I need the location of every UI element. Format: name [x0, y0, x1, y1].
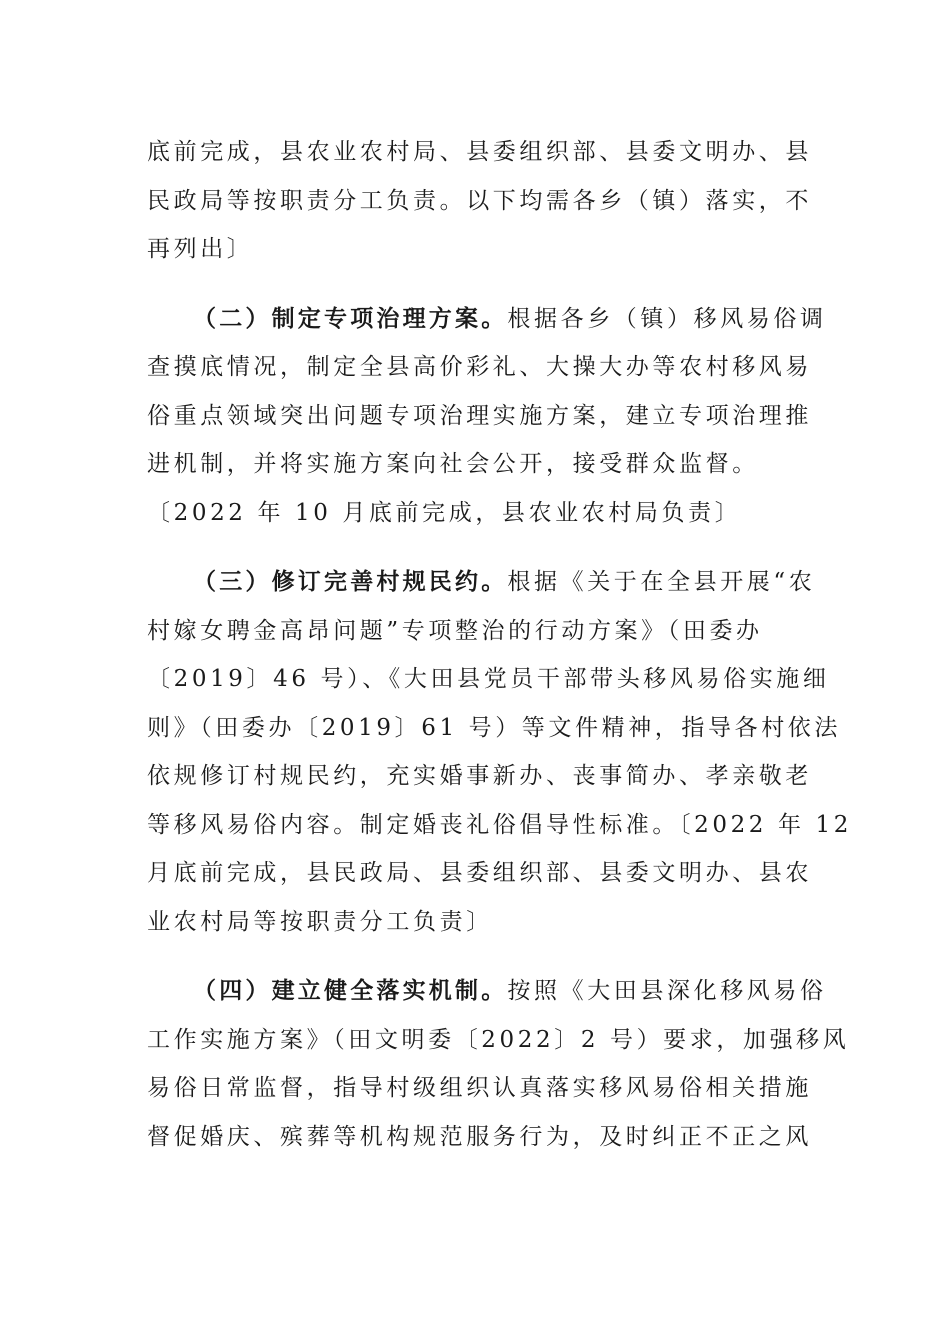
section-heading: （四）建立健全落实机制。: [193, 978, 508, 1004]
text-line: 依规修订村规民约，充实婚事新办、丧事简办、孝亲敬老: [147, 763, 812, 789]
text-line-first: [147, 967, 827, 1016]
text-line: 俗重点领域突出问题专项治理实施方案，建立专项治理推: [147, 402, 812, 429]
text-line: 民政局等按职责分工负责。以下均需各乡（镇）落实，不: [147, 187, 812, 214]
text-line-first: [147, 295, 827, 344]
text-line: 等移风易俗内容。制定婚丧礼俗倡导性标准。〔2022 年 12: [147, 811, 852, 838]
section-heading: （二）制定专项治理方案。: [193, 305, 508, 332]
paragraph-section-4: [147, 967, 850, 1161]
text-line: 工作实施方案》（田文明委〔2022〕2 号）要求，加强移风: [147, 1026, 850, 1053]
paragraph-continuation: [147, 128, 812, 274]
text-line: 督促婚庆、殡葬等机构规范服务行为，及时纠正不正之风: [147, 1123, 812, 1150]
text-line: 〔2019〕46 号）、《大田县党员干部带头移风易俗实施细: [147, 666, 830, 692]
text-line: 易俗日常监督，指导村级组织认真落实移风易俗相关措施: [147, 1075, 812, 1101]
text-line: 则》（田委办〔2019〕61 号）等文件精神，指导各村依法: [147, 714, 842, 741]
document-page: [147, 128, 852, 1161]
text-line-first: [147, 558, 816, 607]
paragraph-section-2: [147, 295, 827, 538]
text-line: 查摸底情况，制定全县高价彩礼、大操大办等农村移风易: [147, 354, 812, 380]
text-run: 按照《大田县深化移风易俗: [507, 978, 827, 1004]
paragraph-section-3: [147, 558, 852, 946]
text-line: 村嫁女聘金高昂问题”专项整治的行动方案》（田委办: [147, 617, 763, 644]
text-run: 根据各乡（镇）移风易俗调: [507, 305, 827, 332]
text-line: 月底前完成，县民政局、县委组织部、县委文明办、县农: [147, 860, 812, 886]
text-line: 〔2022 年 10 月底前完成，县农业农村局负责〕: [147, 499, 742, 526]
section-heading: （三）修订完善村规民约。: [193, 569, 508, 595]
text-run: 根据《关于在全县开展“农: [507, 569, 816, 595]
text-line: 进机制，并将实施方案向社会公开，接受群众监督。: [147, 451, 759, 477]
text-line: 底前完成，县农业农村局、县委组织部、县委文明办、县: [147, 139, 812, 165]
text-line: 业农村局等按职责分工负责〕: [147, 908, 493, 935]
text-line: 再列出〕: [147, 236, 254, 262]
